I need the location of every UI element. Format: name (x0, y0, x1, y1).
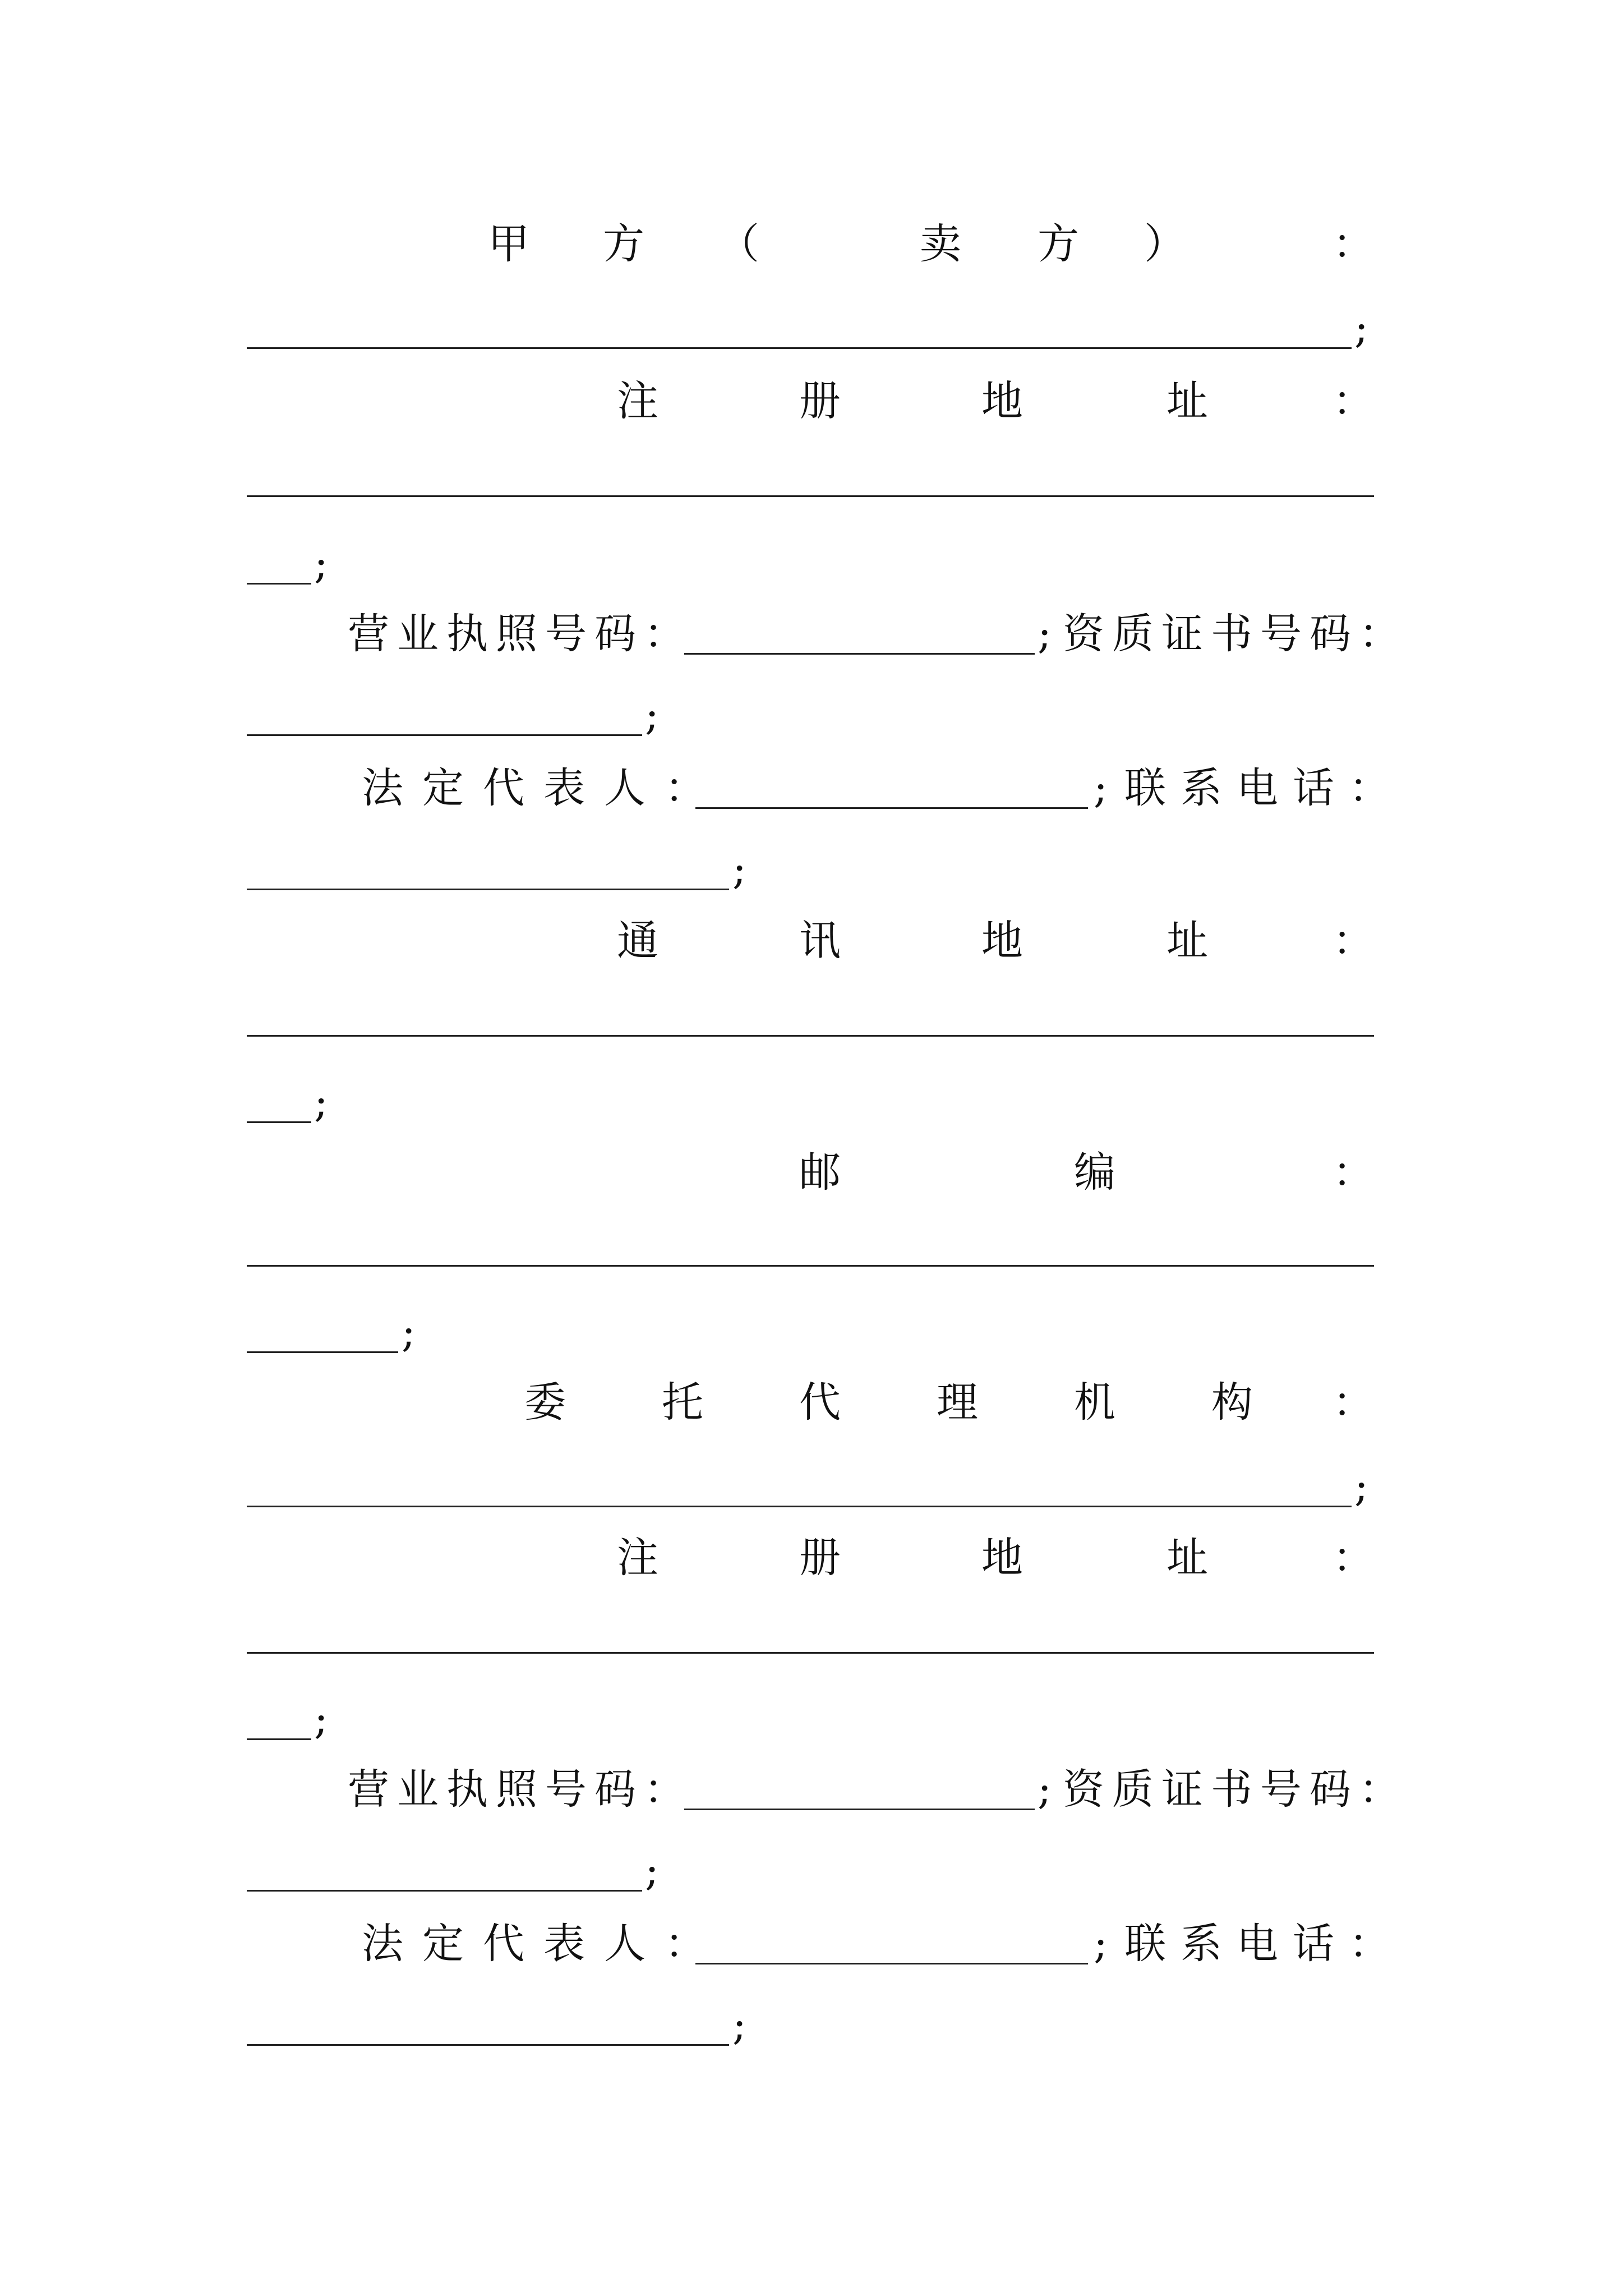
reg-address-1-colon: ： (1332, 377, 1374, 425)
postcode-colon: ： (1332, 1148, 1374, 1197)
reg-address-2-colon: ： (1332, 1534, 1374, 1582)
license-1-row (247, 603, 1408, 665)
comm-address-cont-row (247, 1071, 1374, 1133)
reg-address-1-cont-row (247, 533, 1374, 595)
phone-2-value-row (247, 1994, 1374, 2056)
qualification-2-semicolon: ; (645, 1847, 659, 1895)
postcode-char-2: 编 (1074, 1148, 1115, 1197)
phone-2-label: 联系电话： (1124, 1920, 1405, 1968)
party-a-blank[interactable] (247, 347, 1352, 349)
agent-blank[interactable] (247, 1506, 1352, 1507)
phone-1-blank[interactable] (247, 889, 729, 890)
reg-address-2-char-4: 址 (1166, 1534, 1208, 1582)
reg-address-2-cont-row (247, 1688, 1374, 1750)
agent-label-row (247, 1372, 1374, 1433)
comm-address-char-1: 通 (617, 917, 658, 965)
qualification-1-label: 资质证书号码： (1063, 610, 1408, 658)
party-a-label-row (247, 213, 1374, 275)
qualification-1-semicolon: ; (645, 691, 659, 739)
party-a-char-3: （ (718, 220, 759, 268)
postcode-blank[interactable] (247, 1265, 1374, 1267)
party-a-semicolon: ; (1354, 304, 1368, 352)
reg-address-2-char-3: 地 (981, 1534, 1023, 1582)
agent-value-row (247, 1456, 1374, 1517)
postcode-label-row (247, 1142, 1374, 1203)
party-a-char-2: 方 (603, 220, 644, 268)
license-1-label: 营业执照号码： (348, 610, 693, 658)
qualification-number-2-blank[interactable] (247, 1890, 642, 1892)
agent-char-4: 理 (937, 1378, 978, 1427)
reg-address-1-label-row (247, 370, 1374, 432)
party-a-char-1: 甲 (488, 220, 529, 268)
party-a-char-4: 卖 (920, 220, 961, 268)
comm-address-label-row (247, 910, 1374, 972)
license-number-2-blank[interactable] (684, 1809, 1035, 1810)
postcode-char-1: 邮 (799, 1148, 841, 1197)
reg-address-1-char-2: 册 (799, 377, 841, 425)
postcode-blank-cont[interactable] (247, 1351, 398, 1353)
qualification-2-label: 资质证书号码： (1063, 1765, 1408, 1814)
party-a-colon: ： (1332, 220, 1374, 268)
reg-address-1-blank-cont[interactable] (247, 583, 311, 585)
postcode-cont-row (247, 1301, 1374, 1363)
reg-address-2-blank[interactable] (247, 1652, 1374, 1654)
license-2-label: 营业执照号码： (348, 1765, 693, 1814)
legal-rep-2-row (247, 1913, 1405, 1975)
agent-char-1: 委 (524, 1378, 566, 1427)
comm-address-semicolon: ; (314, 1078, 328, 1126)
agent-char-6: 构 (1211, 1378, 1253, 1427)
comm-address-char-3: 地 (981, 917, 1023, 965)
phone-2-blank[interactable] (247, 2044, 729, 2046)
reg-address-2-blank-cont[interactable] (247, 1738, 311, 1740)
reg-address-1-semicolon: ; (314, 540, 328, 588)
phone-1-semicolon: ; (732, 845, 746, 894)
qualification-1-value-row (247, 684, 1374, 746)
reg-address-1-char-4: 址 (1166, 377, 1208, 425)
legal-rep-1-row (247, 757, 1405, 819)
legal-rep-2-label: 法定代表人： (362, 1920, 725, 1968)
legal-rep-1-label: 法定代表人： (362, 764, 725, 812)
license-number-1-blank[interactable] (684, 653, 1035, 655)
license-1-semicolon: ; (1038, 610, 1052, 658)
reg-address-2-semicolon: ; (314, 1695, 328, 1743)
agent-char-5: 机 (1074, 1378, 1115, 1427)
party-a-char-5: 方 (1038, 220, 1079, 268)
agent-char-2: 托 (662, 1378, 703, 1427)
comm-address-char-4: 址 (1166, 917, 1208, 965)
reg-address-2-char-2: 册 (799, 1534, 841, 1582)
qualification-number-1-blank[interactable] (247, 734, 642, 736)
legal-rep-2-blank[interactable] (695, 1963, 1088, 1964)
legal-rep-2-semicolon: ; (1094, 1920, 1108, 1968)
legal-rep-1-semicolon: ; (1094, 764, 1108, 812)
legal-rep-1-blank[interactable] (695, 807, 1088, 809)
comm-address-colon: ： (1332, 917, 1374, 965)
agent-semicolon: ; (1354, 1462, 1368, 1511)
qualification-2-value-row (247, 1840, 1374, 1902)
comm-address-blank[interactable] (247, 1035, 1374, 1037)
postcode-semicolon: ; (402, 1308, 416, 1356)
party-a-value-row (247, 297, 1374, 359)
agent-char-3: 代 (799, 1378, 841, 1427)
reg-address-2-label-row (247, 1527, 1374, 1589)
license-2-row (247, 1759, 1408, 1820)
reg-address-1-char-3: 地 (981, 377, 1023, 425)
comm-address-char-2: 讯 (799, 917, 841, 965)
reg-address-1-char-1: 注 (617, 377, 658, 425)
comm-address-blank-cont[interactable] (247, 1121, 311, 1123)
reg-address-2-char-1: 注 (617, 1534, 658, 1582)
reg-address-1-blank[interactable] (247, 495, 1374, 497)
party-a-char-6: ） (1144, 220, 1186, 268)
license-2-semicolon: ; (1038, 1765, 1052, 1814)
phone-1-value-row (247, 839, 1374, 900)
agent-colon: ： (1332, 1378, 1374, 1427)
phone-1-label: 联系电话： (1124, 764, 1405, 812)
phone-2-semicolon: ; (732, 2001, 746, 2049)
